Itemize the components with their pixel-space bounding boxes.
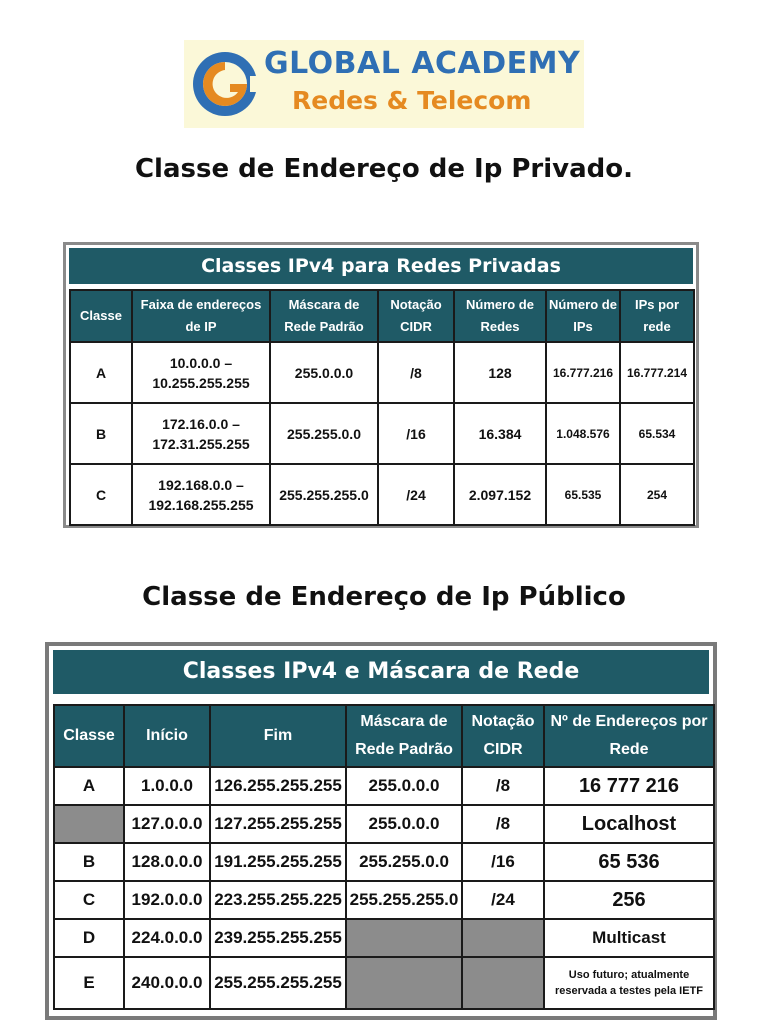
cell-ips: 16.777.216 bbox=[546, 342, 620, 403]
cell-fim: 239.255.255.255 bbox=[210, 919, 346, 957]
col-header: Nº de Endereços por Rede bbox=[544, 705, 714, 767]
col-header: Número de IPs bbox=[546, 290, 620, 342]
table-row bbox=[54, 843, 714, 881]
cell-enderecos: Localhost bbox=[544, 805, 714, 843]
global-academy-logo-icon bbox=[190, 46, 260, 122]
cell-classe: D bbox=[54, 919, 124, 957]
cell-fim: 223.255.255.225 bbox=[210, 881, 346, 919]
cell-mascara: 255.255.0.0 bbox=[270, 403, 378, 464]
faixa-end: 192.168.255.255 bbox=[148, 496, 254, 513]
cell-enderecos: Uso futuro; atualmente reservada a testes pela IETF bbox=[544, 957, 714, 1009]
faixa-start: 10.0.0.0 – bbox=[169, 354, 233, 371]
table-row bbox=[54, 919, 714, 957]
cell-enderecos: 65 536 bbox=[544, 843, 714, 881]
cell-classe: A bbox=[70, 342, 132, 403]
cell-mascara: 255.0.0.0 bbox=[346, 805, 462, 843]
cell-faixa bbox=[132, 403, 270, 464]
table-header-row bbox=[54, 705, 714, 767]
logo-title: GLOBAL ACADEMY bbox=[264, 46, 581, 81]
heading-private: Classe de Endereço de Ip Privado. bbox=[134, 154, 634, 184]
cell-classe: E bbox=[54, 957, 124, 1009]
col-header: Notação CIDR bbox=[378, 290, 454, 342]
cell-inicio: 127.0.0.0 bbox=[124, 805, 210, 843]
table-header-row bbox=[70, 290, 694, 342]
cell-cidr: /8 bbox=[462, 805, 544, 843]
cell-classe: C bbox=[54, 881, 124, 919]
table-row bbox=[54, 881, 714, 919]
col-header: Notação CIDR bbox=[462, 705, 544, 767]
table-row bbox=[54, 957, 714, 1009]
cell-cidr: /16 bbox=[462, 843, 544, 881]
cell-classe: B bbox=[70, 403, 132, 464]
cell-cidr-empty bbox=[462, 919, 544, 957]
col-header: Máscara de Rede Padrão bbox=[270, 290, 378, 342]
cell-cidr: /8 bbox=[378, 342, 454, 403]
cell-inicio: 1.0.0.0 bbox=[124, 767, 210, 805]
faixa-end: 10.255.255.255 bbox=[152, 374, 250, 391]
cell-classe: C bbox=[70, 464, 132, 525]
cell-enderecos: 256 bbox=[544, 881, 714, 919]
table-row bbox=[70, 464, 694, 525]
cell-faixa bbox=[132, 342, 270, 403]
faixa-start: 192.168.0.0 – bbox=[158, 476, 244, 493]
logo-subtitle: Redes & Telecom bbox=[292, 86, 532, 115]
cell-enderecos: 16 777 216 bbox=[544, 767, 714, 805]
cell-ips: 1.048.576 bbox=[546, 403, 620, 464]
col-header: Máscara de Rede Padrão bbox=[346, 705, 462, 767]
cell-mascara: 255.0.0.0 bbox=[346, 767, 462, 805]
cell-mascara: 255.255.0.0 bbox=[346, 843, 462, 881]
heading-public: Classe de Endereço de Ip Público bbox=[142, 582, 626, 612]
cell-fim: 126.255.255.255 bbox=[210, 767, 346, 805]
cell-ips: 65.535 bbox=[546, 464, 620, 525]
cell-mascara: 255.255.255.0 bbox=[270, 464, 378, 525]
cell-mascara-empty bbox=[346, 919, 462, 957]
cell-inicio: 240.0.0.0 bbox=[124, 957, 210, 1009]
cell-inicio: 224.0.0.0 bbox=[124, 919, 210, 957]
logo bbox=[184, 40, 584, 128]
cell-mascara: 255.255.255.0 bbox=[346, 881, 462, 919]
cell-cidr-empty bbox=[462, 957, 544, 1009]
col-header: IPs por rede bbox=[620, 290, 694, 342]
cell-redes: 128 bbox=[454, 342, 546, 403]
public-table-grid bbox=[53, 704, 715, 1010]
private-ip-table bbox=[63, 242, 699, 528]
cell-cidr: /16 bbox=[378, 403, 454, 464]
table-row bbox=[70, 403, 694, 464]
cell-cidr: /8 bbox=[462, 767, 544, 805]
cell-classe-empty bbox=[54, 805, 124, 843]
public-ip-table bbox=[45, 642, 717, 1020]
table-row bbox=[70, 342, 694, 403]
cell-redes: 16.384 bbox=[454, 403, 546, 464]
table-row bbox=[54, 805, 714, 843]
cell-mascara: 255.0.0.0 bbox=[270, 342, 378, 403]
cell-cidr: /24 bbox=[462, 881, 544, 919]
faixa-end: 172.31.255.255 bbox=[152, 435, 250, 452]
col-header: Número de Redes bbox=[454, 290, 546, 342]
public-table-title: Classes IPv4 e Máscara de Rede bbox=[53, 650, 709, 694]
faixa-start: 172.16.0.0 – bbox=[162, 415, 240, 432]
cell-ips-rede: 65.534 bbox=[620, 403, 694, 464]
cell-classe: A bbox=[54, 767, 124, 805]
cell-faixa bbox=[132, 464, 270, 525]
cell-cidr: /24 bbox=[378, 464, 454, 525]
cell-inicio: 192.0.0.0 bbox=[124, 881, 210, 919]
col-header: Fim bbox=[210, 705, 346, 767]
col-header: Início bbox=[124, 705, 210, 767]
cell-ips-rede: 254 bbox=[620, 464, 694, 525]
cell-fim: 127.255.255.255 bbox=[210, 805, 346, 843]
col-header: Classe bbox=[54, 705, 124, 767]
cell-redes: 2.097.152 bbox=[454, 464, 546, 525]
col-header: Classe bbox=[70, 290, 132, 342]
table-row bbox=[54, 767, 714, 805]
private-table-grid bbox=[69, 289, 695, 526]
cell-classe: B bbox=[54, 843, 124, 881]
cell-ips-rede: 16.777.214 bbox=[620, 342, 694, 403]
cell-fim: 255.255.255.255 bbox=[210, 957, 346, 1009]
cell-enderecos: Multicast bbox=[544, 919, 714, 957]
cell-inicio: 128.0.0.0 bbox=[124, 843, 210, 881]
col-header: Faixa de endereços de IP bbox=[132, 290, 270, 342]
cell-fim: 191.255.255.255 bbox=[210, 843, 346, 881]
cell-mascara-empty bbox=[346, 957, 462, 1009]
private-table-title: Classes IPv4 para Redes Privadas bbox=[69, 248, 693, 284]
